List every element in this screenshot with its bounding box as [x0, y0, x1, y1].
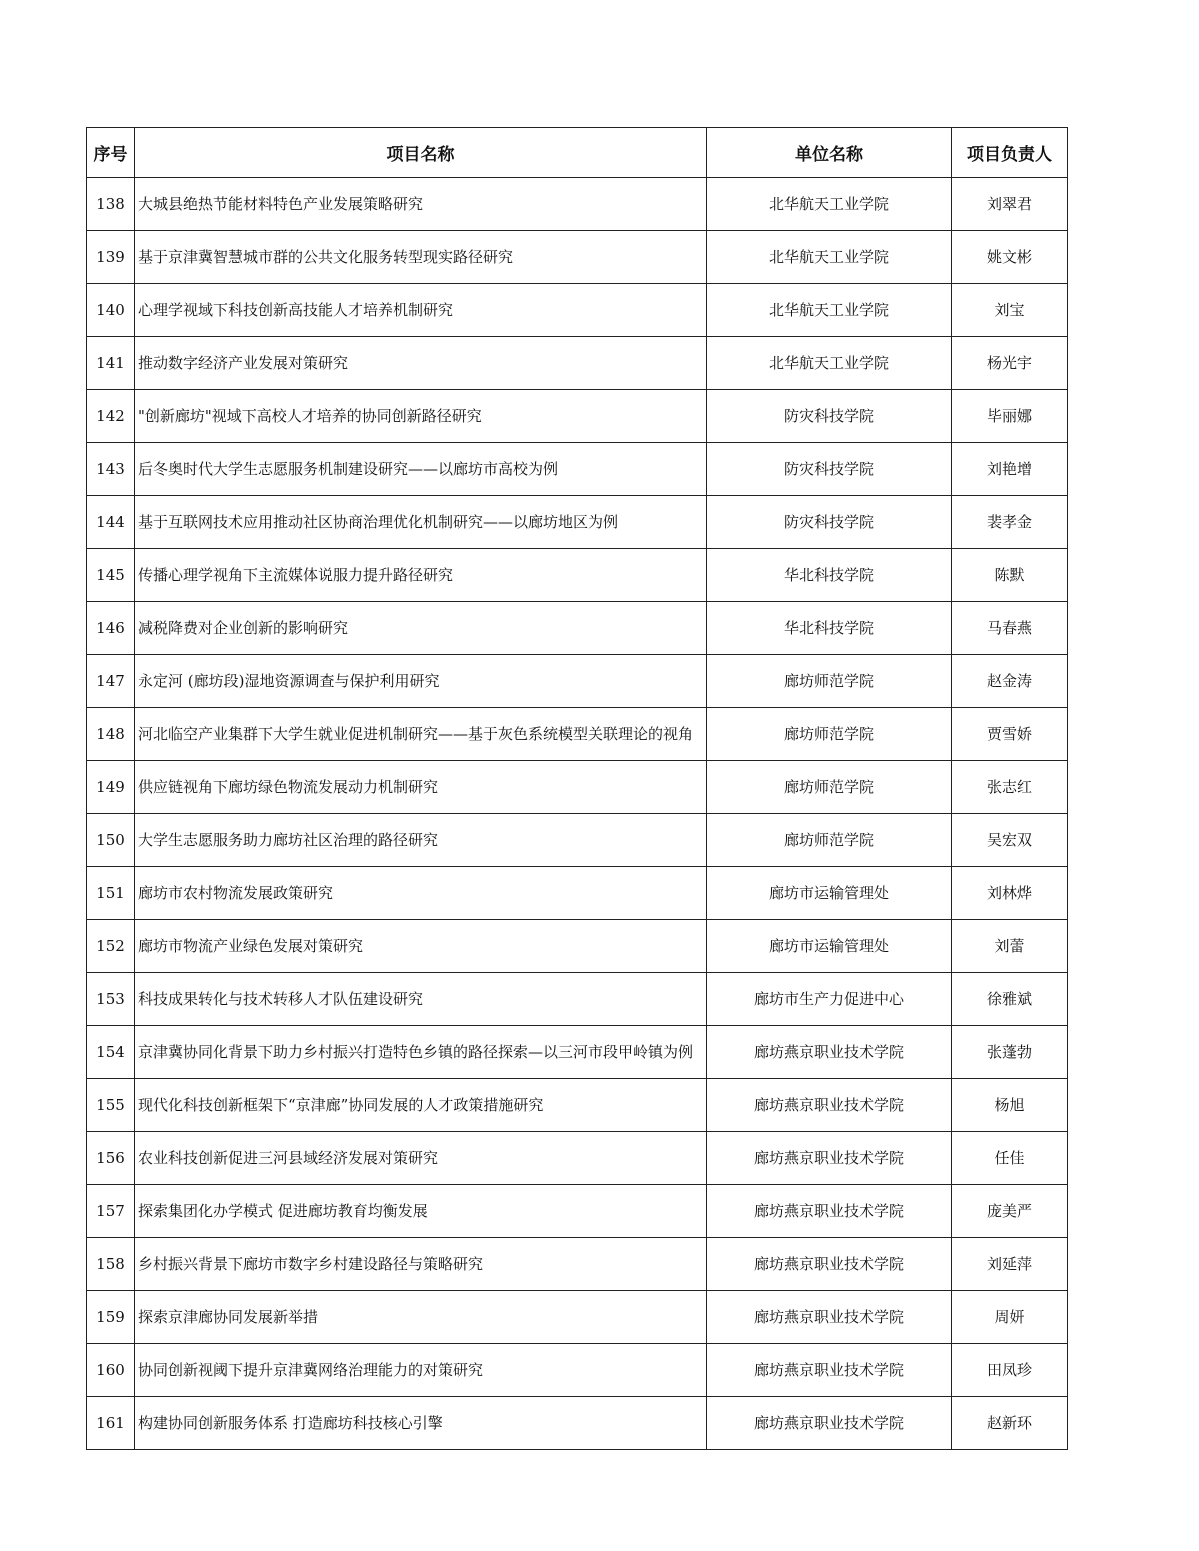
- project-lead-cell: 周妍: [952, 1291, 1068, 1344]
- table-row: [87, 178, 1068, 231]
- table-row: [87, 496, 1068, 549]
- unit-name-cell: 廊坊燕京职业技术学院: [707, 1238, 952, 1291]
- serial-number-cell: 148: [87, 708, 135, 761]
- project-lead-cell: 毕丽娜: [952, 390, 1068, 443]
- table-row: [87, 1238, 1068, 1291]
- project-name-cell: 协同创新视阈下提升京津冀网络治理能力的对策研究: [135, 1344, 707, 1397]
- table-row: [87, 602, 1068, 655]
- project-name-cell: 减税降费对企业创新的影响研究: [135, 602, 707, 655]
- unit-name-cell: 北华航天工业学院: [707, 337, 952, 390]
- unit-name-cell: 廊坊燕京职业技术学院: [707, 1185, 952, 1238]
- project-lead-cell: 赵金涛: [952, 655, 1068, 708]
- project-name-cell: 探索京津廊协同发展新举措: [135, 1291, 707, 1344]
- unit-name-cell: 廊坊师范学院: [707, 708, 952, 761]
- project-lead-cell: 陈默: [952, 549, 1068, 602]
- project-lead-cell: 刘翠君: [952, 178, 1068, 231]
- unit-name-cell: 北华航天工业学院: [707, 231, 952, 284]
- unit-name-cell: 廊坊燕京职业技术学院: [707, 1344, 952, 1397]
- serial-number-cell: 144: [87, 496, 135, 549]
- project-name-cell: 基于互联网技术应用推动社区协商治理优化机制研究——以廊坊地区为例: [135, 496, 707, 549]
- project-lead-cell: 刘艳增: [952, 443, 1068, 496]
- project-lead-cell: 田凤珍: [952, 1344, 1068, 1397]
- project-name-cell: 探索集团化办学模式 促进廊坊教育均衡发展: [135, 1185, 707, 1238]
- serial-number-cell: 143: [87, 443, 135, 496]
- unit-name-cell: 防灾科技学院: [707, 390, 952, 443]
- unit-name-cell: 廊坊师范学院: [707, 814, 952, 867]
- table-row: [87, 1079, 1068, 1132]
- project-lead-cell: 吴宏双: [952, 814, 1068, 867]
- project-name-cell: 构建协同创新服务体系 打造廊坊科技核心引擎: [135, 1397, 707, 1450]
- table-row: [87, 973, 1068, 1026]
- project-lead-cell: 姚文彬: [952, 231, 1068, 284]
- header-project-lead: 项目负责人: [952, 128, 1068, 178]
- unit-name-cell: 廊坊市运输管理处: [707, 920, 952, 973]
- unit-name-cell: 华北科技学院: [707, 549, 952, 602]
- table-row: [87, 867, 1068, 920]
- table-row: [87, 814, 1068, 867]
- table-row: [87, 443, 1068, 496]
- table-row: [87, 390, 1068, 443]
- serial-number-cell: 149: [87, 761, 135, 814]
- serial-number-cell: 139: [87, 231, 135, 284]
- table-row: [87, 284, 1068, 337]
- serial-number-cell: 142: [87, 390, 135, 443]
- project-lead-cell: 庞美严: [952, 1185, 1068, 1238]
- project-lead-cell: 刘蕾: [952, 920, 1068, 973]
- unit-name-cell: 廊坊燕京职业技术学院: [707, 1079, 952, 1132]
- project-name-cell: 大城县绝热节能材料特色产业发展策略研究: [135, 178, 707, 231]
- serial-number-cell: 155: [87, 1079, 135, 1132]
- unit-name-cell: 北华航天工业学院: [707, 178, 952, 231]
- table-row: [87, 1291, 1068, 1344]
- serial-number-cell: 154: [87, 1026, 135, 1079]
- unit-name-cell: 北华航天工业学院: [707, 284, 952, 337]
- project-name-cell: 现代化科技创新框架下“京津廊”协同发展的人才政策措施研究: [135, 1079, 707, 1132]
- serial-number-cell: 153: [87, 973, 135, 1026]
- project-lead-cell: 张志红: [952, 761, 1068, 814]
- project-lead-cell: 刘延萍: [952, 1238, 1068, 1291]
- unit-name-cell: 防灾科技学院: [707, 496, 952, 549]
- table-row: [87, 1397, 1068, 1450]
- unit-name-cell: 廊坊师范学院: [707, 761, 952, 814]
- serial-number-cell: 158: [87, 1238, 135, 1291]
- project-name-cell: 永定河 (廊坊段)湿地资源调查与保护利用研究: [135, 655, 707, 708]
- project-name-cell: 廊坊市农村物流发展政策研究: [135, 867, 707, 920]
- serial-number-cell: 159: [87, 1291, 135, 1344]
- project-lead-cell: 刘宝: [952, 284, 1068, 337]
- unit-name-cell: 华北科技学院: [707, 602, 952, 655]
- project-lead-cell: 杨光宇: [952, 337, 1068, 390]
- project-lead-cell: 杨旭: [952, 1079, 1068, 1132]
- project-lead-cell: 徐雅斌: [952, 973, 1068, 1026]
- project-lead-cell: 贾雪娇: [952, 708, 1068, 761]
- table-row: [87, 761, 1068, 814]
- serial-number-cell: 161: [87, 1397, 135, 1450]
- project-lead-cell: 刘林烨: [952, 867, 1068, 920]
- project-name-cell: "创新廊坊"视域下高校人才培养的协同创新路径研究: [135, 390, 707, 443]
- unit-name-cell: 廊坊市运输管理处: [707, 867, 952, 920]
- project-lead-cell: 马春燕: [952, 602, 1068, 655]
- table-row: [87, 337, 1068, 390]
- serial-number-cell: 157: [87, 1185, 135, 1238]
- serial-number-cell: 141: [87, 337, 135, 390]
- project-name-cell: 传播心理学视角下主流媒体说服力提升路径研究: [135, 549, 707, 602]
- table-row: [87, 920, 1068, 973]
- header-unit-name: 单位名称: [707, 128, 952, 178]
- unit-name-cell: 廊坊燕京职业技术学院: [707, 1026, 952, 1079]
- header-project-name: 项目名称: [135, 128, 707, 178]
- unit-name-cell: 廊坊燕京职业技术学院: [707, 1132, 952, 1185]
- project-name-cell: 推动数字经济产业发展对策研究: [135, 337, 707, 390]
- serial-number-cell: 146: [87, 602, 135, 655]
- serial-number-cell: 145: [87, 549, 135, 602]
- project-name-cell: 供应链视角下廊坊绿色物流发展动力机制研究: [135, 761, 707, 814]
- project-name-cell: 农业科技创新促进三河县域经济发展对策研究: [135, 1132, 707, 1185]
- unit-name-cell: 廊坊燕京职业技术学院: [707, 1291, 952, 1344]
- project-lead-cell: 任佳: [952, 1132, 1068, 1185]
- project-lead-cell: 裴孝金: [952, 496, 1068, 549]
- unit-name-cell: 廊坊市生产力促进中心: [707, 973, 952, 1026]
- table-row: [87, 1026, 1068, 1079]
- project-name-cell: 后冬奥时代大学生志愿服务机制建设研究——以廊坊市高校为例: [135, 443, 707, 496]
- serial-number-cell: 156: [87, 1132, 135, 1185]
- table-row: [87, 549, 1068, 602]
- serial-number-cell: 160: [87, 1344, 135, 1397]
- serial-number-cell: 152: [87, 920, 135, 973]
- unit-name-cell: 廊坊燕京职业技术学院: [707, 1397, 952, 1450]
- table-row: [87, 1185, 1068, 1238]
- project-name-cell: 乡村振兴背景下廊坊市数字乡村建设路径与策略研究: [135, 1238, 707, 1291]
- table-row: [87, 708, 1068, 761]
- serial-number-cell: 147: [87, 655, 135, 708]
- serial-number-cell: 138: [87, 178, 135, 231]
- project-name-cell: 基于京津冀智慧城市群的公共文化服务转型现实路径研究: [135, 231, 707, 284]
- project-name-cell: 京津冀协同化背景下助力乡村振兴打造特色乡镇的路径探索—以三河市段甲岭镇为例: [135, 1026, 707, 1079]
- table-body: [87, 178, 1068, 1450]
- project-name-cell: 大学生志愿服务助力廊坊社区治理的路径研究: [135, 814, 707, 867]
- project-name-cell: 心理学视域下科技创新高技能人才培养机制研究: [135, 284, 707, 337]
- serial-number-cell: 140: [87, 284, 135, 337]
- table-row: [87, 1344, 1068, 1397]
- project-lead-cell: 张蓬勃: [952, 1026, 1068, 1079]
- header-row: [87, 128, 1068, 178]
- table-row: [87, 1132, 1068, 1185]
- project-name-cell: 河北临空产业集群下大学生就业促进机制研究——基于灰色系统模型关联理论的视角: [135, 708, 707, 761]
- project-table: [86, 127, 1068, 1450]
- project-lead-cell: 赵新环: [952, 1397, 1068, 1450]
- serial-number-cell: 150: [87, 814, 135, 867]
- project-name-cell: 廊坊市物流产业绿色发展对策研究: [135, 920, 707, 973]
- table-header: [87, 128, 1068, 178]
- serial-number-cell: 151: [87, 867, 135, 920]
- header-serial-number: 序号: [87, 128, 135, 178]
- unit-name-cell: 廊坊师范学院: [707, 655, 952, 708]
- unit-name-cell: 防灾科技学院: [707, 443, 952, 496]
- project-name-cell: 科技成果转化与技术转移人才队伍建设研究: [135, 973, 707, 1026]
- table-row: [87, 655, 1068, 708]
- table-row: [87, 231, 1068, 284]
